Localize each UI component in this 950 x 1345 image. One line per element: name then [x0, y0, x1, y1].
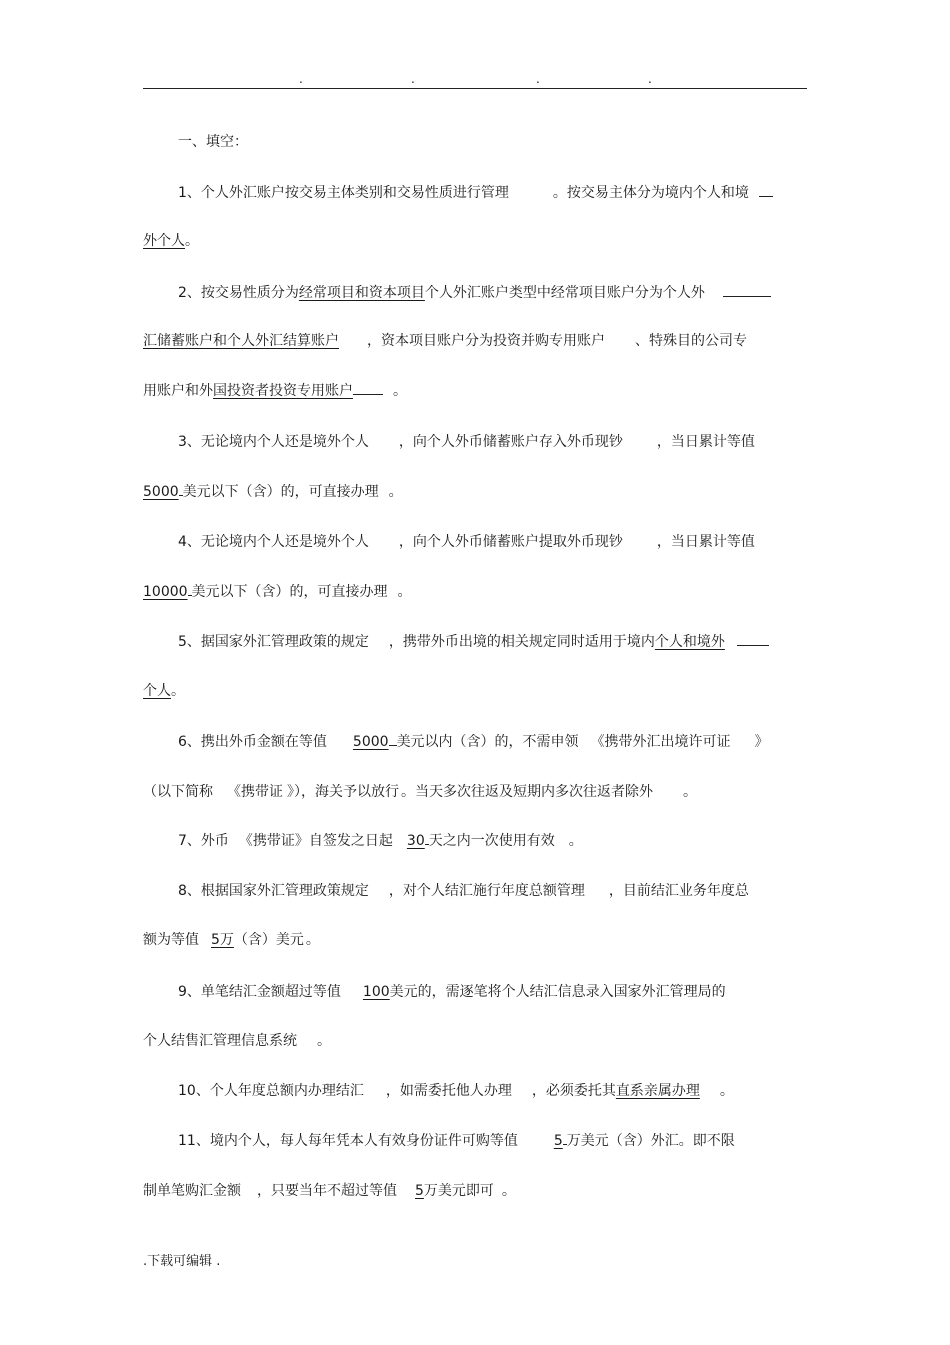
answer-text: 10000: [143, 584, 188, 600]
question-8-line-2: 额为等值 5万（含）美元 。: [143, 932, 320, 948]
answer-text: 100: [362, 984, 390, 1000]
header-dots: [0, 72, 950, 86]
header-rule: [143, 88, 807, 89]
footer-note: .下载可编辑 .: [143, 1254, 221, 1269]
header-dot: .: [299, 72, 303, 86]
answer-text: 直系亲属办理: [615, 1083, 700, 1099]
answer-text: 个人: [143, 683, 171, 699]
section-title: 一、填空：: [178, 134, 248, 150]
question-9-line-2: 个人结售汇管理信息系统 。: [143, 1033, 331, 1049]
answer-text: 5000: [352, 734, 389, 750]
question-9-line-1: 9、单笔结汇金额超过等值 100美元的，需逐笔将个人结汇信息录入国家外汇管理局的: [178, 984, 726, 1000]
question-8-line-1: 8、根据国家外汇管理政策规定 ，对个人结汇施行年度总额管理 ，目前结汇业务年度总: [178, 883, 749, 899]
question-4-line-1: 4、无论境内个人还是境外个人 ，向个人外币储蓄账户提取外币现钞 ，当日累计等值: [178, 534, 755, 550]
header-dot: .: [536, 72, 540, 86]
question-1-line-1: 1、个人外汇账户按交易主体类别和交易性质进行管理 。按交易主体分为境内个人和境: [178, 183, 773, 203]
answer-text: 外个人: [143, 233, 185, 249]
question-5-line-1: 5、据国家外汇管理政策的规定 ，携带外币出境的相关规定同时适用于境内个人和境外: [178, 632, 769, 652]
question-11-line-1: 11、境内个人，每人每年凭本人有效身份证件可购等值 5 万美元（含）外汇。即不限: [178, 1133, 735, 1149]
answer-blank: [723, 284, 771, 297]
header-dot: .: [411, 72, 415, 86]
question-2-line-1: 2、按交易性质分为经常项目和资本项目个人外汇账户类型中经常项目账户分为个人外: [178, 283, 771, 303]
question-2-line-3: 用账户和外国投资者投资专用账户 。: [143, 383, 407, 399]
question-6-line-2: （以下简称 《携带证 》），海关予以放行 。当天多次往返及短期内多次往返者除外 。: [143, 784, 697, 800]
answer-text: 5000: [143, 484, 179, 500]
answer-text: 经常项目和资本项目: [298, 285, 425, 301]
question-7-line-1: 7、外币 《携带证》自签发之日起 30 天之内一次使用有效 。: [178, 833, 583, 849]
question-1-line-2: 外个人。: [143, 233, 199, 249]
answer-text: 汇储蓄账户和个人外汇结算账户: [143, 333, 339, 349]
answer-text: 5万: [211, 932, 234, 948]
question-10-line-1: 10、个人年度总额内办理结汇 ，如需委托他人办理 ，必须委托其直系亲属办理 。: [178, 1083, 734, 1099]
question-2-line-2: 汇储蓄账户和个人外汇结算账户 ，资本项目账户分为投资并购专用账户 、特殊目的公司专: [143, 333, 747, 349]
question-6-line-1: 6、携出外币金额在等值 5000 美元以内（含）的，不需申领 《携带外汇出境许可证 》: [178, 734, 769, 750]
question-5-line-2: 个人。: [143, 683, 185, 699]
answer-blank: [759, 184, 773, 197]
answer-blank: [737, 633, 769, 646]
answer-text: 5: [415, 1183, 424, 1199]
question-4-line-2: 10000 美元以下（含）的，可直接办理 。: [143, 584, 412, 600]
answer-text: 国投资者投资专用账户: [213, 383, 353, 399]
question-3-line-1: 3、无论境内个人还是境外个人 ，向个人外币储蓄账户存入外币现钞 ，当日累计等值: [178, 434, 755, 450]
answer-text: 5: [553, 1133, 563, 1149]
answer-text: 30: [406, 833, 425, 849]
question-3-line-2: 5000 美元以下（含）的，可直接办理 。: [143, 484, 403, 500]
answer-text: 个人和境外: [654, 634, 725, 650]
answer-blank: [353, 382, 383, 395]
header-dot: .: [648, 72, 652, 86]
question-11-line-2: 制单笔购汇金额 ，只要当年不超过等值 5万美元即可 。: [143, 1183, 516, 1199]
